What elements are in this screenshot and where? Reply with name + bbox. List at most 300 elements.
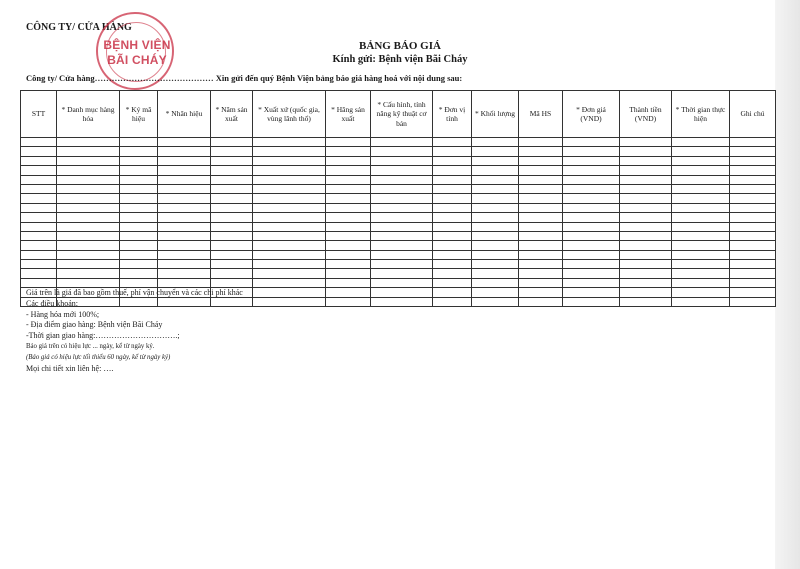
table-cell xyxy=(21,184,57,193)
table-cell xyxy=(57,175,120,184)
table-cell xyxy=(472,194,519,203)
table-cell xyxy=(120,231,158,240)
table-cell xyxy=(620,241,672,250)
note-delivery-time: -Thời gian giao hàng:………………………….; xyxy=(26,331,180,341)
table-row xyxy=(21,184,776,193)
table-cell xyxy=(57,231,120,240)
table-cell xyxy=(371,241,433,250)
table-cell xyxy=(21,269,57,278)
table-cell xyxy=(158,166,211,175)
table-cell xyxy=(563,260,620,269)
table-cell xyxy=(57,194,120,203)
table-cell xyxy=(730,194,776,203)
table-cell xyxy=(326,175,371,184)
table-cell xyxy=(519,175,563,184)
table-cell xyxy=(371,194,433,203)
table-cell xyxy=(371,166,433,175)
table-cell xyxy=(211,231,253,240)
table-row xyxy=(21,269,776,278)
table-row xyxy=(21,213,776,222)
table-cell xyxy=(120,184,158,193)
table-cell xyxy=(120,278,158,287)
table-cell xyxy=(472,147,519,156)
table-cell xyxy=(371,138,433,147)
table-cell xyxy=(57,138,120,147)
table-row xyxy=(21,203,776,212)
table-cell xyxy=(563,269,620,278)
note-validity: Báo giá trên có hiệu lực ... ngày, kể từ ngày ký. xyxy=(26,342,155,350)
table-cell xyxy=(433,194,472,203)
table-cell xyxy=(472,260,519,269)
table-cell xyxy=(21,213,57,222)
table-cell xyxy=(672,231,730,240)
table-cell xyxy=(211,175,253,184)
table-row xyxy=(21,241,776,250)
table-cell xyxy=(371,231,433,240)
table-cell xyxy=(433,269,472,278)
table-cell xyxy=(672,138,730,147)
table-cell xyxy=(211,166,253,175)
col-hs-code: Mã HS xyxy=(519,91,563,138)
table-cell xyxy=(326,166,371,175)
table-cell xyxy=(21,175,57,184)
stamp-text-line1: BỆNH VIỆN xyxy=(103,38,171,52)
table-cell xyxy=(519,288,563,297)
table-cell xyxy=(672,147,730,156)
table-cell xyxy=(672,278,730,287)
table-cell xyxy=(253,278,326,287)
table-cell xyxy=(433,278,472,287)
table-cell xyxy=(563,156,620,165)
col-notes: Ghi chú xyxy=(730,91,776,138)
table-cell xyxy=(158,222,211,231)
table-row xyxy=(21,166,776,175)
table-cell xyxy=(672,241,730,250)
col-year: * Năm sản xuất xyxy=(211,91,253,138)
table-cell xyxy=(158,250,211,259)
table-row xyxy=(21,278,776,287)
table-cell xyxy=(730,147,776,156)
table-cell xyxy=(371,278,433,287)
table-cell xyxy=(433,147,472,156)
table-cell xyxy=(620,175,672,184)
table-cell xyxy=(730,156,776,165)
table-cell xyxy=(57,278,120,287)
table-cell xyxy=(211,241,253,250)
table-cell xyxy=(563,288,620,297)
table-row xyxy=(21,138,776,147)
table-cell xyxy=(21,231,57,240)
col-brand: * Nhãn hiệu xyxy=(158,91,211,138)
note-new-goods: - Hàng hóa mới 100%; xyxy=(26,309,100,319)
table-cell xyxy=(326,194,371,203)
col-quantity: * Khối lượng xyxy=(472,91,519,138)
table-cell xyxy=(371,288,433,297)
col-manufacturer: * Hãng sản xuất xyxy=(326,91,371,138)
stamp-text-line2: BÃI CHÁY xyxy=(107,53,167,67)
table-cell xyxy=(620,297,672,306)
table-cell xyxy=(211,184,253,193)
table-cell xyxy=(120,260,158,269)
table-cell xyxy=(519,241,563,250)
table-cell xyxy=(433,156,472,165)
table-cell xyxy=(472,297,519,306)
table-cell xyxy=(253,260,326,269)
table-cell xyxy=(211,147,253,156)
col-model-code: * Ký mã hiệu xyxy=(120,91,158,138)
table-cell xyxy=(472,269,519,278)
table-cell xyxy=(563,166,620,175)
table-cell xyxy=(472,250,519,259)
table-cell xyxy=(57,260,120,269)
table-cell xyxy=(21,166,57,175)
table-cell xyxy=(730,175,776,184)
table-cell xyxy=(519,260,563,269)
table-cell xyxy=(672,184,730,193)
table-cell xyxy=(620,231,672,240)
table-cell xyxy=(211,278,253,287)
table-cell xyxy=(211,260,253,269)
table-cell xyxy=(158,231,211,240)
table-row xyxy=(21,147,776,156)
table-cell xyxy=(730,138,776,147)
table-cell xyxy=(472,222,519,231)
table-cell xyxy=(21,203,57,212)
table-row xyxy=(21,250,776,259)
table-cell xyxy=(519,156,563,165)
table-cell xyxy=(371,175,433,184)
table-cell xyxy=(253,147,326,156)
table-cell xyxy=(620,147,672,156)
table-cell xyxy=(57,269,120,278)
table-cell xyxy=(620,222,672,231)
table-cell xyxy=(563,138,620,147)
table-cell xyxy=(253,297,326,306)
table-cell xyxy=(730,166,776,175)
table-cell xyxy=(158,213,211,222)
table-cell xyxy=(519,184,563,193)
table-cell xyxy=(519,250,563,259)
table-cell xyxy=(519,297,563,306)
table-cell xyxy=(371,213,433,222)
table-cell xyxy=(120,222,158,231)
table-cell xyxy=(672,297,730,306)
table-cell xyxy=(158,184,211,193)
table-cell xyxy=(21,147,57,156)
table-cell xyxy=(519,138,563,147)
table-cell xyxy=(563,241,620,250)
note-contact: Mọi chi tiết xin liên hệ: …. xyxy=(26,363,114,373)
table-cell xyxy=(563,194,620,203)
table-cell xyxy=(672,222,730,231)
table-cell xyxy=(472,278,519,287)
table-cell xyxy=(730,241,776,250)
table-cell xyxy=(472,241,519,250)
table-cell xyxy=(326,297,371,306)
table-cell xyxy=(158,269,211,278)
table-cell xyxy=(519,147,563,156)
table-cell xyxy=(472,166,519,175)
table-cell xyxy=(253,138,326,147)
table-cell xyxy=(563,184,620,193)
table-cell xyxy=(730,222,776,231)
table-cell xyxy=(730,184,776,193)
table-row xyxy=(21,222,776,231)
price-quote-table xyxy=(20,90,776,307)
table-cell xyxy=(211,250,253,259)
table-cell xyxy=(371,260,433,269)
addressee-line: Kính gửi: Bệnh viện Bãi Cháy xyxy=(332,54,468,65)
table-cell xyxy=(253,166,326,175)
table-cell xyxy=(433,213,472,222)
table-cell xyxy=(730,231,776,240)
table-cell xyxy=(672,203,730,212)
table-cell xyxy=(326,213,371,222)
table-cell xyxy=(472,288,519,297)
company-label: CÔNG TY/ CỬA HÀNG xyxy=(26,22,132,33)
table-cell xyxy=(21,250,57,259)
table-cell xyxy=(326,138,371,147)
table-cell xyxy=(120,269,158,278)
table-cell xyxy=(730,297,776,306)
table-cell xyxy=(326,260,371,269)
table-cell xyxy=(158,260,211,269)
table-cell xyxy=(253,241,326,250)
table-cell xyxy=(21,260,57,269)
table-cell xyxy=(672,166,730,175)
table-header-row xyxy=(21,91,776,138)
table-cell xyxy=(519,278,563,287)
table-cell xyxy=(730,269,776,278)
table-cell xyxy=(211,269,253,278)
table-cell xyxy=(57,156,120,165)
note-terms-heading: Các điều khoản: xyxy=(26,298,78,308)
table-cell xyxy=(472,231,519,240)
table-cell xyxy=(21,138,57,147)
table-cell xyxy=(57,147,120,156)
table-cell xyxy=(158,138,211,147)
table-cell xyxy=(519,222,563,231)
table-cell xyxy=(57,222,120,231)
col-item-name: * Danh mục hàng hóa xyxy=(57,91,120,138)
col-unit: * Đơn vị tính xyxy=(433,91,472,138)
table-cell xyxy=(563,175,620,184)
table-row xyxy=(21,156,776,165)
table-cell xyxy=(253,203,326,212)
table-cell xyxy=(620,213,672,222)
table-cell xyxy=(620,156,672,165)
table-cell xyxy=(120,138,158,147)
table-cell xyxy=(371,269,433,278)
notes-section xyxy=(26,288,243,374)
table-cell xyxy=(563,250,620,259)
table-cell xyxy=(211,138,253,147)
table-cell xyxy=(620,194,672,203)
table-cell xyxy=(472,203,519,212)
table-cell xyxy=(433,250,472,259)
table-cell xyxy=(433,222,472,231)
table-cell xyxy=(433,231,472,240)
table-cell xyxy=(326,288,371,297)
table-cell xyxy=(730,288,776,297)
table-cell xyxy=(158,241,211,250)
table-cell xyxy=(57,203,120,212)
table-cell xyxy=(672,260,730,269)
table-row xyxy=(21,260,776,269)
table-cell xyxy=(472,175,519,184)
table-cell xyxy=(211,222,253,231)
table-cell xyxy=(326,269,371,278)
table-cell xyxy=(120,147,158,156)
table-cell xyxy=(563,147,620,156)
note-validity-min: (Báo giá có hiệu lực tối thiểu 60 ngày, kể từ ngày ký) xyxy=(26,353,171,361)
table-cell xyxy=(253,156,326,165)
table-cell xyxy=(57,166,120,175)
table-cell xyxy=(326,231,371,240)
table-cell xyxy=(253,250,326,259)
table-cell xyxy=(433,203,472,212)
table-cell xyxy=(433,241,472,250)
table-cell xyxy=(563,278,620,287)
table-cell xyxy=(433,184,472,193)
table-cell xyxy=(211,194,253,203)
table-cell xyxy=(120,175,158,184)
col-origin: * Xuất xứ (quốc gia, vùng lãnh thổ) xyxy=(253,91,326,138)
table-cell xyxy=(620,250,672,259)
table-cell xyxy=(253,175,326,184)
table-cell xyxy=(472,184,519,193)
table-cell xyxy=(672,213,730,222)
table-cell xyxy=(371,250,433,259)
table-cell xyxy=(21,241,57,250)
col-delivery-time: * Thời gian thực hiện xyxy=(672,91,730,138)
table-cell xyxy=(253,288,326,297)
table-cell xyxy=(120,166,158,175)
table-cell xyxy=(158,278,211,287)
note-price-includes: Giá trên là giá đã bao gồm thuế, phí vận chuyển và các chi phí khác xyxy=(26,288,243,297)
table-cell xyxy=(120,213,158,222)
table-cell xyxy=(371,147,433,156)
table-cell xyxy=(371,184,433,193)
table-row xyxy=(21,175,776,184)
table-cell xyxy=(472,213,519,222)
table-cell xyxy=(563,203,620,212)
table-cell xyxy=(253,269,326,278)
table-cell xyxy=(326,278,371,287)
table-row xyxy=(21,231,776,240)
table-cell xyxy=(371,156,433,165)
table-cell xyxy=(326,250,371,259)
table-cell xyxy=(519,269,563,278)
table-cell xyxy=(120,203,158,212)
table-cell xyxy=(326,156,371,165)
table-cell xyxy=(21,194,57,203)
table-cell xyxy=(253,194,326,203)
document-title: BẢNG BÁO GIÁ xyxy=(359,40,441,52)
table-cell xyxy=(371,297,433,306)
table-cell xyxy=(158,147,211,156)
table-cell xyxy=(211,156,253,165)
table-cell xyxy=(120,250,158,259)
table-cell xyxy=(519,231,563,240)
table-cell xyxy=(620,166,672,175)
col-stt: STT xyxy=(21,91,57,138)
table-cell xyxy=(21,278,57,287)
table-cell xyxy=(620,138,672,147)
table-cell xyxy=(672,194,730,203)
table-cell xyxy=(620,203,672,212)
table-cell xyxy=(620,278,672,287)
table-cell xyxy=(433,175,472,184)
table-cell xyxy=(211,203,253,212)
table-cell xyxy=(253,213,326,222)
table-cell xyxy=(519,213,563,222)
table-cell xyxy=(730,278,776,287)
table-cell xyxy=(21,156,57,165)
table-cell xyxy=(519,166,563,175)
table-cell xyxy=(620,269,672,278)
table-cell xyxy=(672,288,730,297)
table-cell xyxy=(519,194,563,203)
col-amount: Thành tiền (VND) xyxy=(620,91,672,138)
table-cell xyxy=(433,260,472,269)
intro-line: Công ty/ Cửa hàng…………………………………… Xin gửi đến quý Bệnh Viện bảng báo giá hàng hoá với nội dung sau: xyxy=(26,73,463,83)
table-cell xyxy=(253,184,326,193)
table-cell xyxy=(433,297,472,306)
table-cell xyxy=(563,213,620,222)
table-cell xyxy=(620,288,672,297)
table-cell xyxy=(57,241,120,250)
table-cell xyxy=(672,156,730,165)
table-cell xyxy=(158,175,211,184)
table-cell xyxy=(730,260,776,269)
table-cell xyxy=(730,250,776,259)
table-cell xyxy=(472,138,519,147)
table-cell xyxy=(326,222,371,231)
table-cell xyxy=(620,184,672,193)
table-cell xyxy=(158,203,211,212)
table-cell xyxy=(326,203,371,212)
table-cell xyxy=(371,222,433,231)
table-cell xyxy=(253,231,326,240)
table-cell xyxy=(672,269,730,278)
table-cell xyxy=(120,156,158,165)
table-cell xyxy=(158,194,211,203)
table-cell xyxy=(563,297,620,306)
table-cell xyxy=(433,288,472,297)
table-cell xyxy=(57,250,120,259)
table-cell xyxy=(433,166,472,175)
table-cell xyxy=(563,222,620,231)
table-cell xyxy=(730,203,776,212)
table-cell xyxy=(326,184,371,193)
col-specs: * Cấu hình, tính năng kỹ thuật cơ bản xyxy=(371,91,433,138)
table-cell xyxy=(433,138,472,147)
table-cell xyxy=(253,222,326,231)
page-edge xyxy=(775,0,800,569)
table-cell xyxy=(672,175,730,184)
table-cell xyxy=(158,156,211,165)
table-cell xyxy=(730,213,776,222)
table-cell xyxy=(563,231,620,240)
table-cell xyxy=(519,203,563,212)
table-cell xyxy=(120,241,158,250)
table-cell xyxy=(57,213,120,222)
table-cell xyxy=(371,203,433,212)
table-cell xyxy=(120,194,158,203)
table-cell xyxy=(472,156,519,165)
table-cell xyxy=(211,213,253,222)
